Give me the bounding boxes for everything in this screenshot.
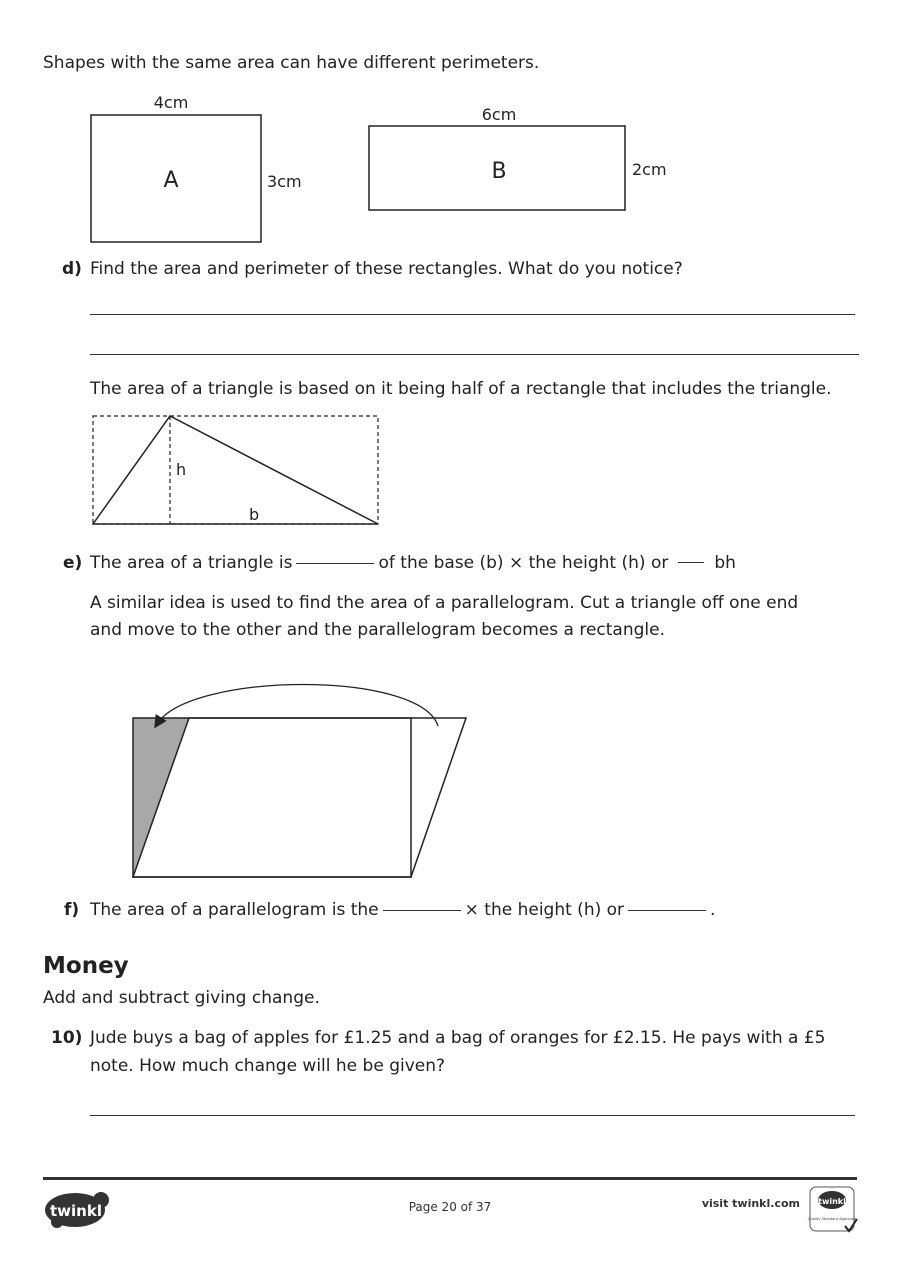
question-f-line bbox=[90, 896, 715, 924]
question-e-text-end: bh bbox=[714, 553, 736, 573]
intro-text: Shapes with the same area can have different perimeters. bbox=[43, 53, 540, 73]
triangle-height-label: h bbox=[176, 460, 187, 479]
footer-divider bbox=[43, 1177, 857, 1180]
move-arrow bbox=[157, 685, 438, 727]
badge-subtext: Quality Standard Approved bbox=[807, 1217, 857, 1221]
question-d-label: d) bbox=[62, 259, 82, 279]
page-number: Page 20 of 37 bbox=[408, 1200, 492, 1214]
section-heading-money: Money bbox=[43, 953, 129, 979]
parallelogram-shape bbox=[133, 718, 466, 877]
rect-a-height-label: 3cm bbox=[267, 172, 302, 191]
answer-blank-f2[interactable] bbox=[628, 910, 706, 911]
parallelogram-intro-line-1: A similar idea is used to find the area of a parallelogram. Cut a triangle off one end bbox=[90, 593, 799, 613]
logo-text: twinkl bbox=[50, 1202, 102, 1220]
rect-a-letter: A bbox=[163, 168, 179, 193]
parallelogram-intro-line-2: and move to the other and the parallelogram becomes a rectangle. bbox=[90, 620, 665, 640]
answer-line-10[interactable] bbox=[90, 1115, 855, 1116]
question-10-label: 10) bbox=[51, 1028, 83, 1048]
badge-logo-text: twinkl bbox=[818, 1197, 846, 1206]
question-f-text-middle: × the height (h) or bbox=[464, 900, 625, 920]
question-f-text-start: The area of a parallelogram is the bbox=[90, 900, 379, 920]
answer-blank-f1[interactable] bbox=[383, 910, 461, 911]
money-subtitle: Add and subtract giving change. bbox=[43, 988, 320, 1008]
quality-badge-icon bbox=[809, 1186, 859, 1234]
rect-a-width-label: 4cm bbox=[153, 93, 189, 112]
question-f-label: f) bbox=[64, 900, 80, 920]
rect-b-height-label: 2cm bbox=[632, 160, 667, 179]
question-10-line-1: Jude buys a bag of apples for £1.25 and a bag of oranges for £2.15. He pays with a £5 bbox=[90, 1028, 826, 1048]
question-e-text-middle: of the base (b) × the height (h) or bbox=[378, 553, 669, 573]
rect-b-width-label: 6cm bbox=[481, 105, 517, 124]
question-e-text-start: The area of a triangle is bbox=[90, 553, 293, 573]
triangle-intro-text: The area of a triangle is based on it being half of a rectangle that includes the triangle. bbox=[90, 379, 832, 399]
triangle-base-label: b bbox=[249, 505, 260, 524]
question-10-line-2: note. How much change will he be given? bbox=[90, 1056, 446, 1076]
question-d-text: Find the area and perimeter of these rectangles. What do you notice? bbox=[90, 259, 683, 279]
rect-b-letter: B bbox=[491, 159, 507, 184]
twinkl-logo[interactable] bbox=[43, 1188, 113, 1230]
question-e-label: e) bbox=[63, 553, 83, 573]
visit-link[interactable]: visit twinkl.com bbox=[701, 1197, 800, 1210]
question-f-text-end: . bbox=[710, 900, 716, 920]
